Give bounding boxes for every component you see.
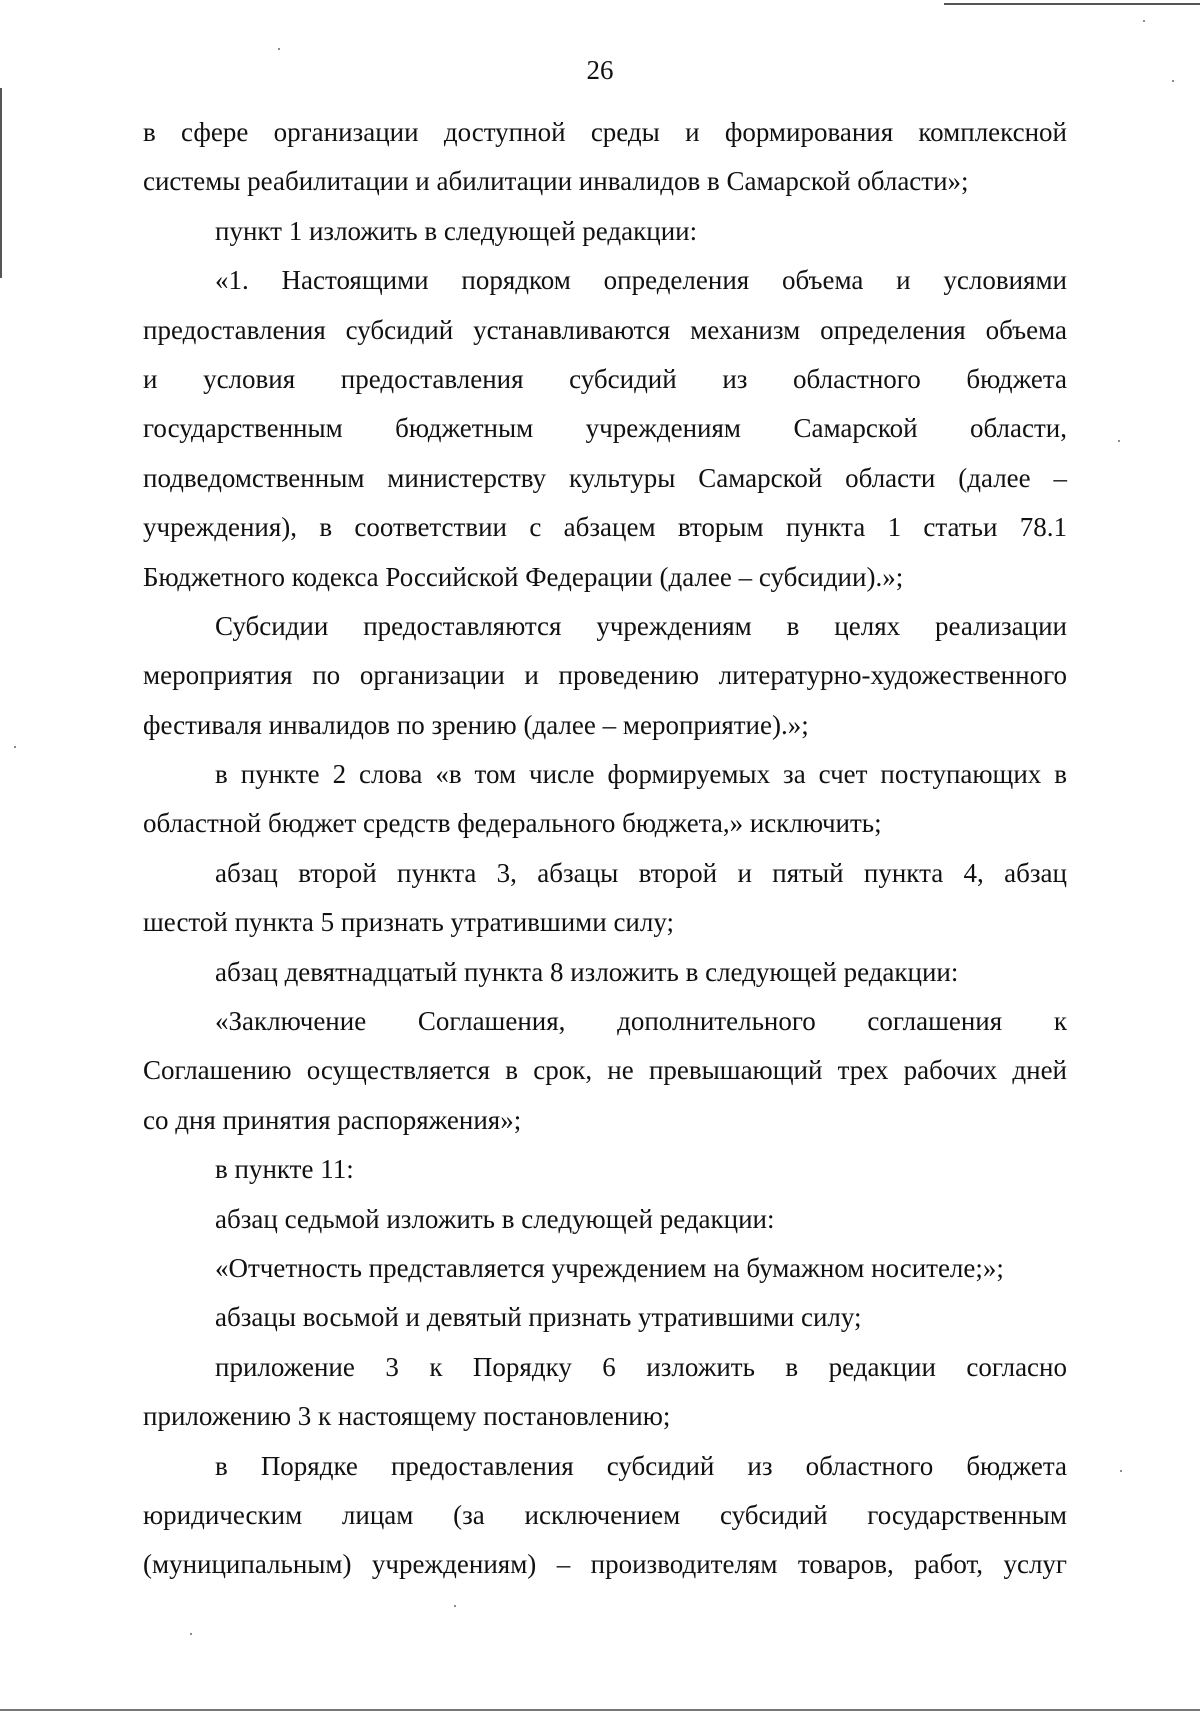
text-line: предоставления субсидий устанавливаются механизм определения объема bbox=[143, 314, 1067, 345]
paragraph bbox=[143, 207, 1067, 256]
paragraph bbox=[143, 1145, 1067, 1194]
scan-speck bbox=[278, 48, 280, 50]
paragraph bbox=[143, 1244, 1067, 1293]
text-line: системы реабилитации и абилитации инвалидов в Самарской области»; bbox=[143, 166, 969, 197]
scan-speck bbox=[1118, 440, 1120, 442]
scan-speck bbox=[454, 1605, 456, 1607]
text-line: и условия предоставления субсидий из областного бюджета bbox=[143, 363, 1067, 394]
scan-speck bbox=[1143, 20, 1145, 22]
text-line: в сфере организации доступной среды и формирования комплексной bbox=[143, 117, 1067, 147]
paragraph bbox=[143, 1343, 1067, 1442]
text-line: учреждения), в соответствии с абзацем вторым пункта 1 статьи 78.1 bbox=[143, 512, 1067, 543]
paragraph bbox=[143, 108, 1067, 207]
text-line: со дня принятия распоряжения»; bbox=[143, 1104, 522, 1135]
text-line: абзацы восьмой и девятый признать утратившими силу; bbox=[215, 1302, 862, 1333]
scan-edge-line bbox=[0, 1709, 1200, 1711]
text-line: юридическим лицам (за исключением субсидий государственным bbox=[143, 1499, 1067, 1530]
scan-edge-line bbox=[944, 3, 1200, 5]
text-line: (муниципальным) учреждениям) – производителям товаров, работ, услуг bbox=[143, 1549, 1067, 1580]
page-number: 26 bbox=[586, 55, 614, 85]
text-line: в Порядке предоставления субсидий из областного бюджета bbox=[215, 1450, 1067, 1481]
text-line: Субсидии предоставляются учреждениям в целях реализации bbox=[215, 610, 1067, 641]
text-line: в пункте 2 слова «в том числе формируемых за счет поступающих в bbox=[215, 759, 1067, 790]
text-line: «Заключение Соглашения, дополнительного соглашения к bbox=[215, 1006, 1067, 1037]
text-line: Соглашению осуществляется в срок, не превышающий трех рабочих дней bbox=[143, 1055, 1067, 1086]
scan-speck bbox=[14, 746, 16, 748]
paragraph bbox=[143, 849, 1067, 948]
scan-edge-line bbox=[0, 88, 2, 278]
paragraph bbox=[143, 1293, 1067, 1342]
text-line: фестиваля инвалидов по зрению (далее – мероприятие).»; bbox=[143, 709, 809, 740]
text-line: абзац седьмой изложить в следующей редакции: bbox=[215, 1203, 775, 1234]
text-line: мероприятия по организации и проведению литературно-художественного bbox=[143, 660, 1067, 691]
scan-speck bbox=[190, 1633, 192, 1635]
paragraph bbox=[143, 1195, 1067, 1244]
text-line: государственным бюджетным учреждениям Самарской области, bbox=[143, 413, 1067, 444]
text-line: приложение 3 к Порядку 6 изложить в редакции согласно bbox=[215, 1351, 1067, 1382]
text-line: «1. Настоящими порядком определения объема и условиями bbox=[215, 265, 1067, 296]
text-line: абзац девятнадцатый пункта 8 изложить в следующей редакции: bbox=[215, 956, 959, 987]
paragraph bbox=[143, 948, 1067, 997]
paragraph bbox=[143, 1442, 1067, 1590]
text-line: абзац второй пункта 3, абзацы второй и пятый пункта 4, абзац bbox=[215, 857, 1067, 888]
document-body bbox=[143, 108, 1067, 1590]
text-line: приложению 3 к настоящему постановлению; bbox=[143, 1401, 671, 1432]
scan-speck bbox=[1120, 1470, 1122, 1472]
paragraph bbox=[143, 997, 1067, 1145]
text-line: пункт 1 изложить в следующей редакции: bbox=[215, 215, 698, 246]
text-line: Бюджетного кодекса Российской Федерации (далее – субсидии).»; bbox=[143, 561, 904, 592]
text-line: в пункте 11: bbox=[215, 1154, 354, 1185]
text-line: «Отчетность представляется учреждением на бумажном носителе;»; bbox=[215, 1252, 1004, 1283]
text-line: областной бюджет средств федерального бюджета,» исключить; bbox=[143, 808, 882, 839]
paragraph bbox=[143, 750, 1067, 849]
paragraph bbox=[143, 256, 1067, 602]
paragraph bbox=[143, 602, 1067, 750]
text-line: шестой пункта 5 признать утратившими силу; bbox=[143, 907, 674, 938]
text-line: подведомственным министерству культуры Самарской области (далее – bbox=[143, 462, 1067, 493]
